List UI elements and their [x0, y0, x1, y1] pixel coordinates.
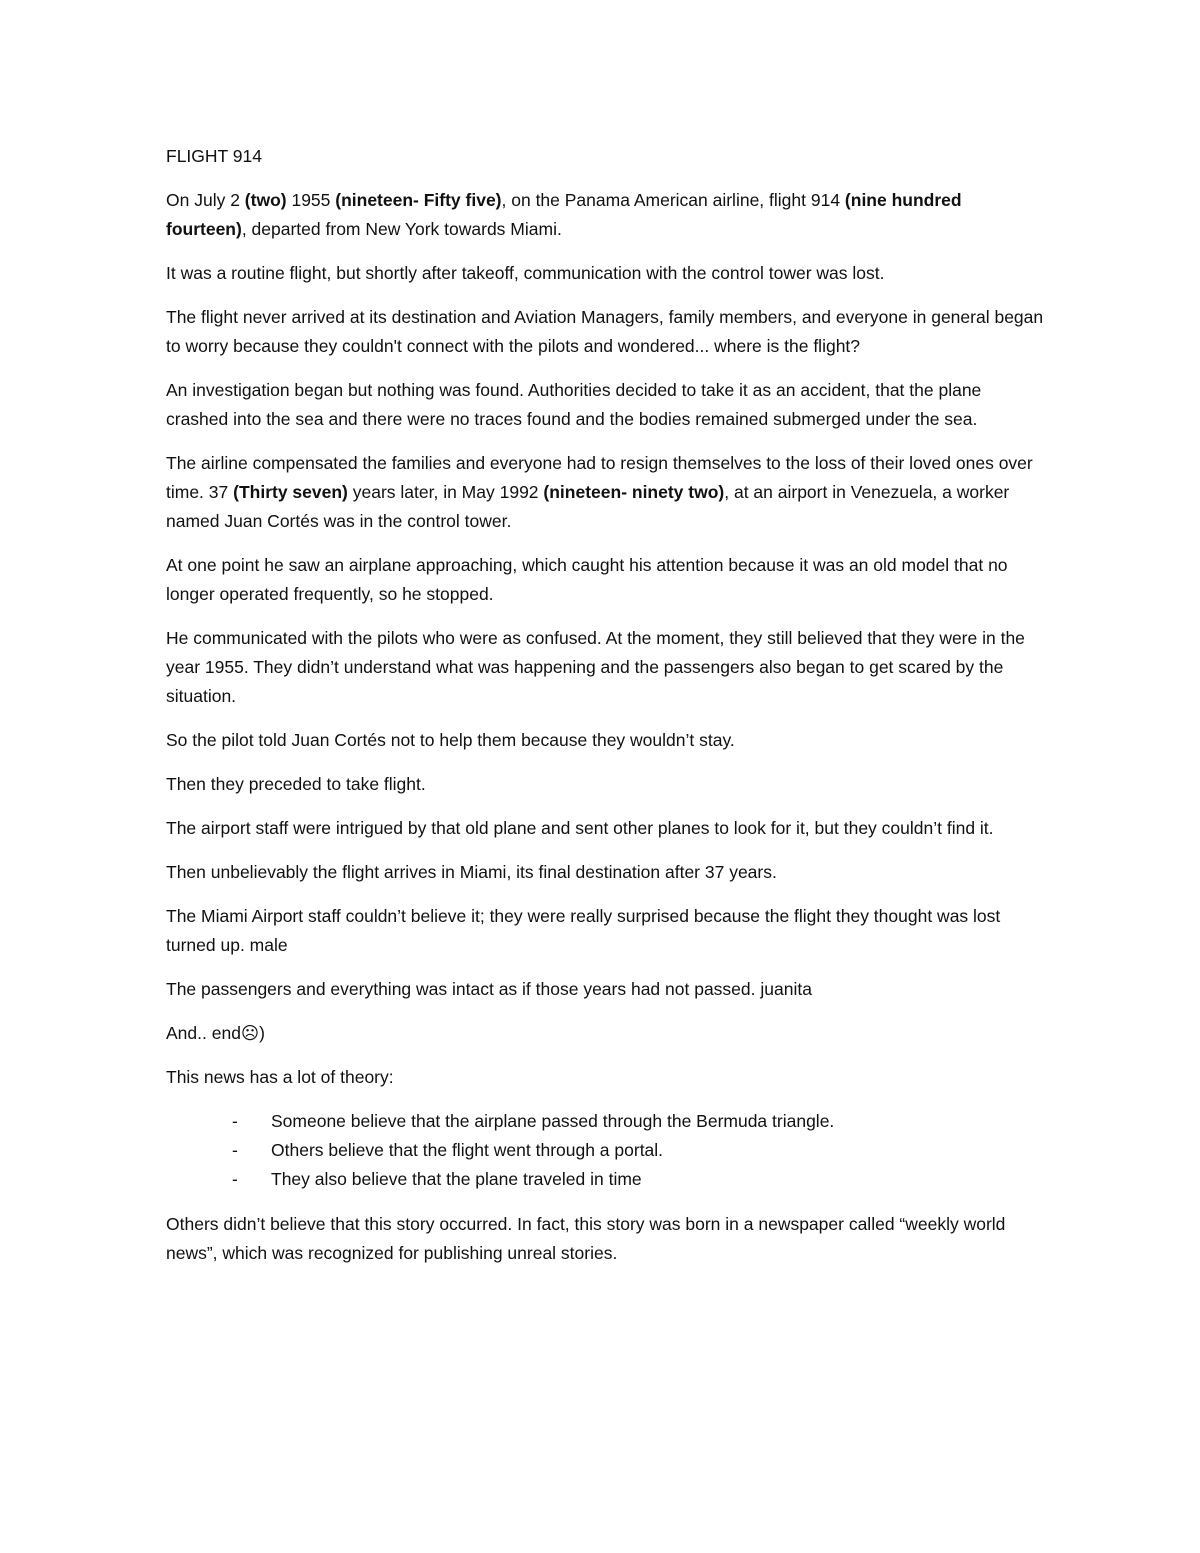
paragraph-4: An investigation began but nothing was found. Authorities decided to take it as an accident, that the plane crashed into the sea and there were no traces found and the bodies remained submerged under the sea. — [166, 380, 982, 429]
paragraph-5-bold-thirty-seven: (Thirty seven) — [233, 482, 348, 502]
paragraph-1-bold-year: (nineteen- Fifty five) — [335, 190, 502, 210]
paragraph-15: This news has a lot of theory: — [166, 1067, 394, 1087]
paragraph-16: Others didn’t believe that this story occurred. In fact, this story was born in a newspaper called “weekly world news”, which was recognized for publishing unreal stories. — [166, 1214, 1006, 1263]
list-item — [166, 1107, 1046, 1136]
list-item-text: Others believe that the flight went through a portal. — [271, 1140, 664, 1160]
paragraph-1-text-a: On July 2 — [166, 190, 245, 210]
list-dash: - — [232, 1111, 238, 1131]
paragraph-6: At one point he saw an airplane approaching, which caught his attention because it was an old model that no longer operated frequently, so he stopped. — [166, 555, 1008, 604]
paragraph-5-text-e: , at an airport in Venezuela, a worker named Juan Cortés was in the control tower. — [166, 482, 1010, 531]
list-item — [166, 1165, 1046, 1194]
paragraph-2: It was a routine flight, but shortly after takeoff, communication with the control tower was lost. — [166, 263, 885, 283]
paragraph-1 — [166, 186, 1046, 244]
paragraph-1-text-g: , departed from New York towards Miami. — [241, 219, 562, 239]
theory-list — [166, 1107, 1046, 1194]
list-dash: - — [232, 1169, 238, 1189]
document-title: FLIGHT 914 — [166, 146, 262, 166]
paragraph-5-text-a: The airline compensated the families and everyone had to resign themselves to the loss of their loved ones over time. 37 — [166, 453, 1033, 502]
paragraph-12: The Miami Airport staff couldn’t believe it; they were really surprised because the flight they thought was lost turned up. male — [166, 906, 1001, 955]
paragraph-11: Then unbelievably the flight arrives in Miami, its final destination after 37 years. — [166, 862, 777, 882]
paragraph-1-bold-two: (two) — [244, 190, 287, 210]
paragraph-5-bold-year: (nineteen- ninety two) — [543, 482, 725, 502]
paragraph-7: He communicated with the pilots who were as confused. At the moment, they still believed that they were in the year 1955. They didn’t understand what was happening and the passengers also began to get scared by the situation. — [166, 628, 1025, 706]
list-item-text: They also believe that the plane traveled in time — [271, 1169, 642, 1189]
paragraph-9: Then they preceded to take flight. — [166, 774, 426, 794]
document-page — [166, 142, 1046, 1283]
list-item-text: Someone believe that the airplane passed through the Bermuda triangle. — [271, 1111, 835, 1131]
paragraph-14: And.. end☹) — [166, 1023, 265, 1043]
paragraph-8: So the pilot told Juan Cortés not to help them because they wouldn’t stay. — [166, 730, 735, 750]
paragraph-10: The airport staff were intrigued by that old plane and sent other planes to look for it, but they couldn’t find it. — [166, 818, 994, 838]
paragraph-1-text-e: , on the Panama American airline, flight 914 — [501, 190, 845, 210]
paragraph-13: The passengers and everything was intact as if those years had not passed. juanita — [166, 979, 812, 999]
paragraph-3: The flight never arrived at its destination and Aviation Managers, family members, and everyone in general began to worry because they couldn't connect with the pilots and wondered... where is the flight? — [166, 307, 1044, 356]
paragraph-5 — [166, 449, 1046, 536]
list-item — [166, 1136, 1046, 1165]
list-dash: - — [232, 1140, 238, 1160]
paragraph-1-text-c: 1955 — [286, 190, 336, 210]
paragraph-5-text-c: years later, in May 1992 — [347, 482, 544, 502]
paragraph-1-bold-flight: (nine hundred fourteen) — [166, 190, 962, 239]
